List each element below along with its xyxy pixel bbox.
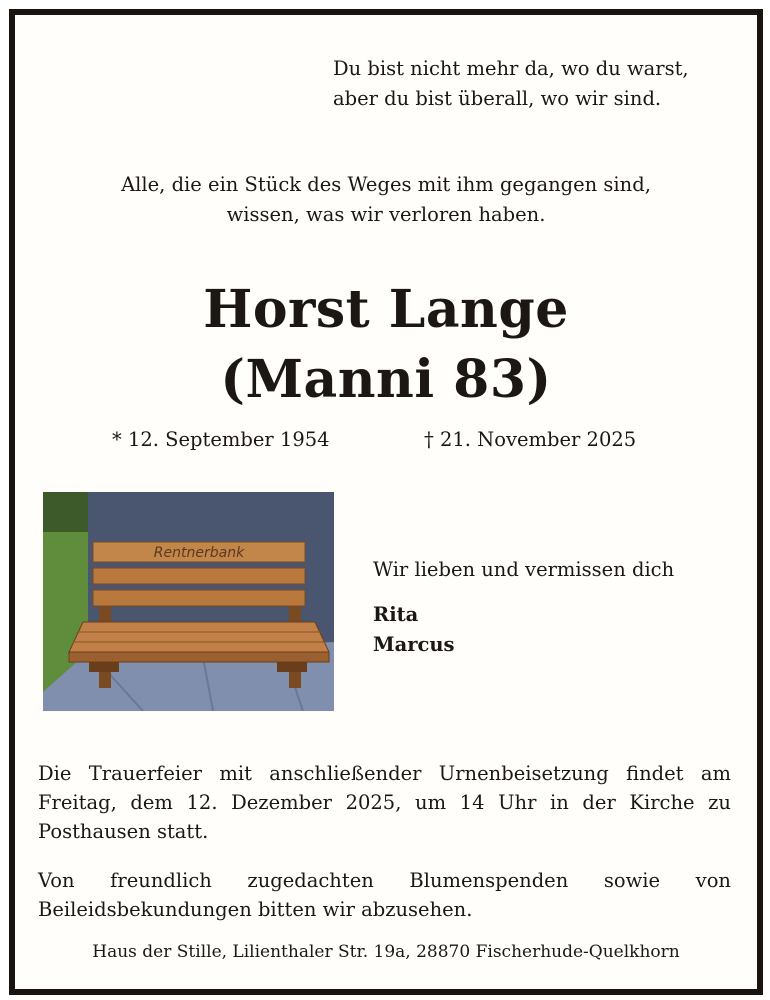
obituary-frame	[9, 9, 763, 995]
funeral-service-paragraph: Die Trauerfeier mit anschließender Urnenbeisetzung findet am Freitag, dem 12. Dezember 2025, um 14 Uhr in der Kirche zu Posthausen statt.	[38, 762, 731, 843]
bench-seat	[69, 622, 329, 652]
mourner-name: Marcus	[373, 633, 455, 656]
quote-line: wissen, was wir verloren haben.	[226, 203, 546, 226]
memorial-quote	[15, 170, 757, 230]
deceased-nickname: (Manni 83)	[220, 349, 552, 410]
mourners-message: Wir lieben und vermissen dich	[373, 558, 675, 581]
motto-line: Du bist nicht mehr da, wo du warst,	[333, 57, 689, 80]
motto-line: aber du bist überall, wo wir sind.	[333, 87, 662, 110]
bench-photo	[43, 492, 334, 711]
mourners-names	[373, 600, 455, 660]
motto-verse	[333, 54, 689, 114]
mourner-name: Rita	[373, 603, 419, 626]
bench-sign-text: Rentnerbank	[153, 545, 245, 561]
funeral-home-address: Haus der Stille, Lilienthaler Str. 19a, 28870 Fischerhude-Quelkhorn	[92, 942, 680, 962]
death-date: † 21. November 2025	[424, 428, 637, 451]
deceased-name: Horst Lange	[203, 279, 569, 340]
birth-date: * 12. September 1954	[112, 428, 330, 451]
deceased-heading	[15, 275, 757, 415]
quote-line: Alle, die ein Stück des Weges mit ihm gegangen sind,	[121, 173, 651, 196]
donations-paragraph: Von freundlich zugedachten Blumenspenden sowie von Beileidsbekundungen bitten wir abzusehen.	[38, 869, 731, 921]
